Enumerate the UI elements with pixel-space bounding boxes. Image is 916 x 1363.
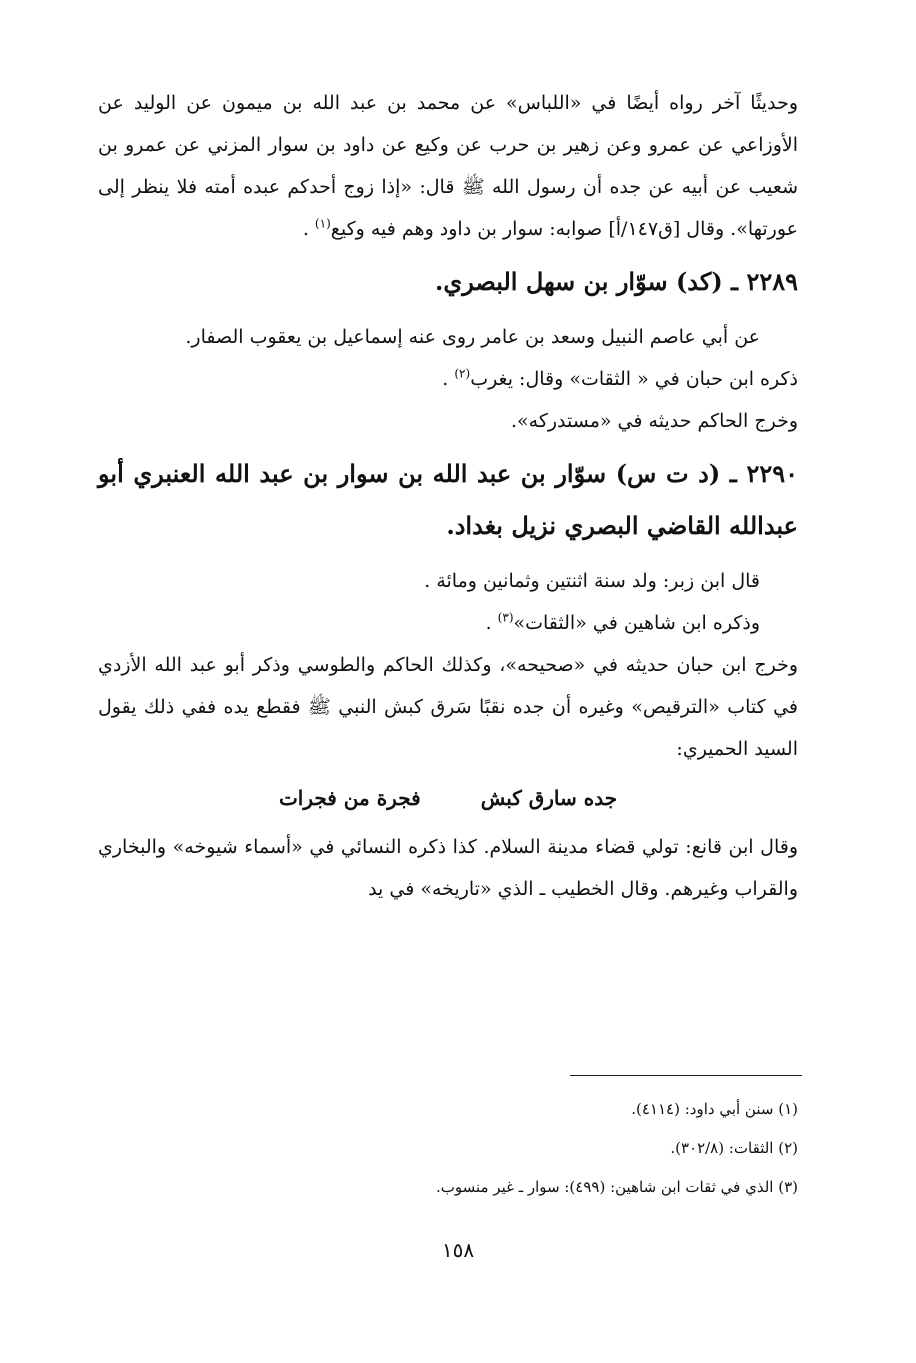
paragraph-sahih: وخرج ابن حبان حديثه في «صحيحه»، وكذلك الحاكم والطوسي وذكر أبو عبد الله الأزدي في كتاب «الترقيص» وغيره أن جده نقبًا سَرق كبش النبي ﷺ فقطع يده ففي ذلك يقول السيد الحميري: [98,654,798,760]
paragraph-hadith-end: . [302,218,315,240]
paragraph-ibn-shahin [98,602,798,644]
paragraph-ibn-hibban-text: ذكره ابن حبان في « الثقات» وقال: يغرب [470,368,798,390]
verse-second-hemistich: فجرة من فجرات [278,786,421,810]
paragraph-ibn-hibban-end: . [442,368,455,390]
paragraph-ibn-shahin-text: وذكره ابن شاهين في «الثقات» [513,612,760,634]
paragraph-hadith [98,82,798,250]
footnote-divider [570,1075,802,1076]
paragraph-ibn-qani: وقال ابن قانع: تولي قضاء مدينة السلام. كذا ذكره النسائي في «أسماء شيوخه» والبخاري والقراب وغيرهم. وقال الخطيب ـ الذي «تاريخه» في يد [98,836,798,900]
poetry-verse [98,774,798,822]
paragraph-narrators: عن أبي عاصم النبيل وسعد بن عامر روى عنه إسماعيل بن يعقوب الصفار. [185,326,760,348]
paragraph-ibn-zabr: قال ابن زبر: ولد سنة اثنتين وثمانين ومائة . [424,570,760,592]
footnote-ref-2[interactable]: (٢) [454,366,471,381]
footnote-ref-1[interactable]: (١) [314,216,331,231]
footnote-3: (٣) الذي في ثقات ابن شاهين: (٤٩٩): سوار ـ غير منسوب. [435,1178,798,1196]
footnote-1: (١) سنن أبي داود: (٤١١٤). [631,1100,798,1118]
paragraph-hadith-text: وحديثًا آخر رواه أيضًا في «اللباس» عن محمد بن عبد الله بن ميمون عن الوليد عن الأوزاعي عن عمرو وعن زهير بن حرب عن وكيع عن داود بن سوار المزني عن عمرو بن شعيب عن أبيه عن جده أن رسول الله ﷺ قال: «إذا زوج أحدكم عبده أمته فلا ينظر إلى عورتها». وقال [ق١٤٧/أ] صوابه: سوار بن داود وهم فيه وكيع [98,92,798,240]
paragraph-ibn-hibban [98,358,798,400]
paragraph-ibn-shahin-end: . [485,612,498,634]
paragraph-hakim: وخرج الحاكم حديثه في «مستدركه». [510,410,798,432]
footnote-ref-3[interactable]: (٣) [497,610,514,625]
entry-heading-2290: ٢٢٩٠ ـ (د ت س) سوّار بن عبد الله بن سوار بن عبد الله العنبري أبو عبدالله القاضي البصري نزيل بغداد. [98,459,798,540]
verse-first-hemistich: جده سارق كبش [480,786,618,810]
footnote-2: (٢) الثقات: (٣٠٢/٨). [670,1139,798,1157]
footnotes [98,1090,798,1207]
main-text [98,82,798,910]
entry-heading-2289: ٢٢٨٩ ـ (كد) سوّار بن سهل البصري. [435,267,798,296]
page-number: ١٥٨ [441,1238,475,1262]
